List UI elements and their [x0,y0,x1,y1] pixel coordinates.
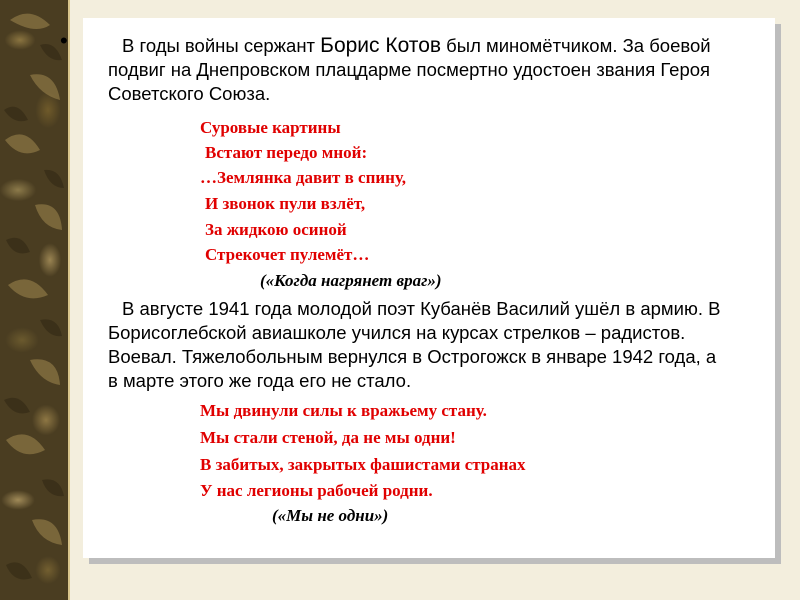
bullet-icon: • [60,28,68,53]
poem2-line: У нас легионы рабочей родни. [200,481,433,500]
poem1-line: И звонок пули взлёт, [205,194,366,213]
poem2-attribution: («Мы не одни») [272,506,389,525]
paragraph-kotov-prefix: В годы войны сержант [122,35,321,56]
poem2-line: Мы двинули силы к вражьему стану. [200,401,487,420]
poem1-attribution: («Когда нагрянет враг») [260,271,442,290]
leaf-pattern-icon [0,0,68,600]
poem1-line: За жидкою осиной [205,220,347,239]
paragraph-kubanev: В августе 1941 года молодой поэт Кубанёв Василий ушёл в армию. В Борисоглебской авиашколе учился на курсах стрелков – радистов. Воевал. Тяжелобольным вернулся в Острогожск в январе 1942 года, а в марте этого же года его не стало. [108,298,721,391]
poem1-line: …Землянка давит в спину, [200,168,407,187]
poem1-line: Суровые картины [200,118,341,137]
poem1-line: Стрекочет пулемёт… [205,245,370,264]
poem2-line: В забитых, закрытых фашистами странах [200,455,526,474]
paragraph-kotov [108,34,728,106]
hero-name: Борис Котов [320,34,442,57]
paragraph-kotov-rest: был миномётчиком. За боевой подвиг на Днепровском плацдарме посмертно удостоен звания Героя Советского Союза. [108,35,711,104]
poem2-line: Мы стали стеной, да не мы одни! [200,428,456,447]
poem1-line: Встают передо мной: [205,143,368,162]
leaf-border-decoration [0,0,68,600]
